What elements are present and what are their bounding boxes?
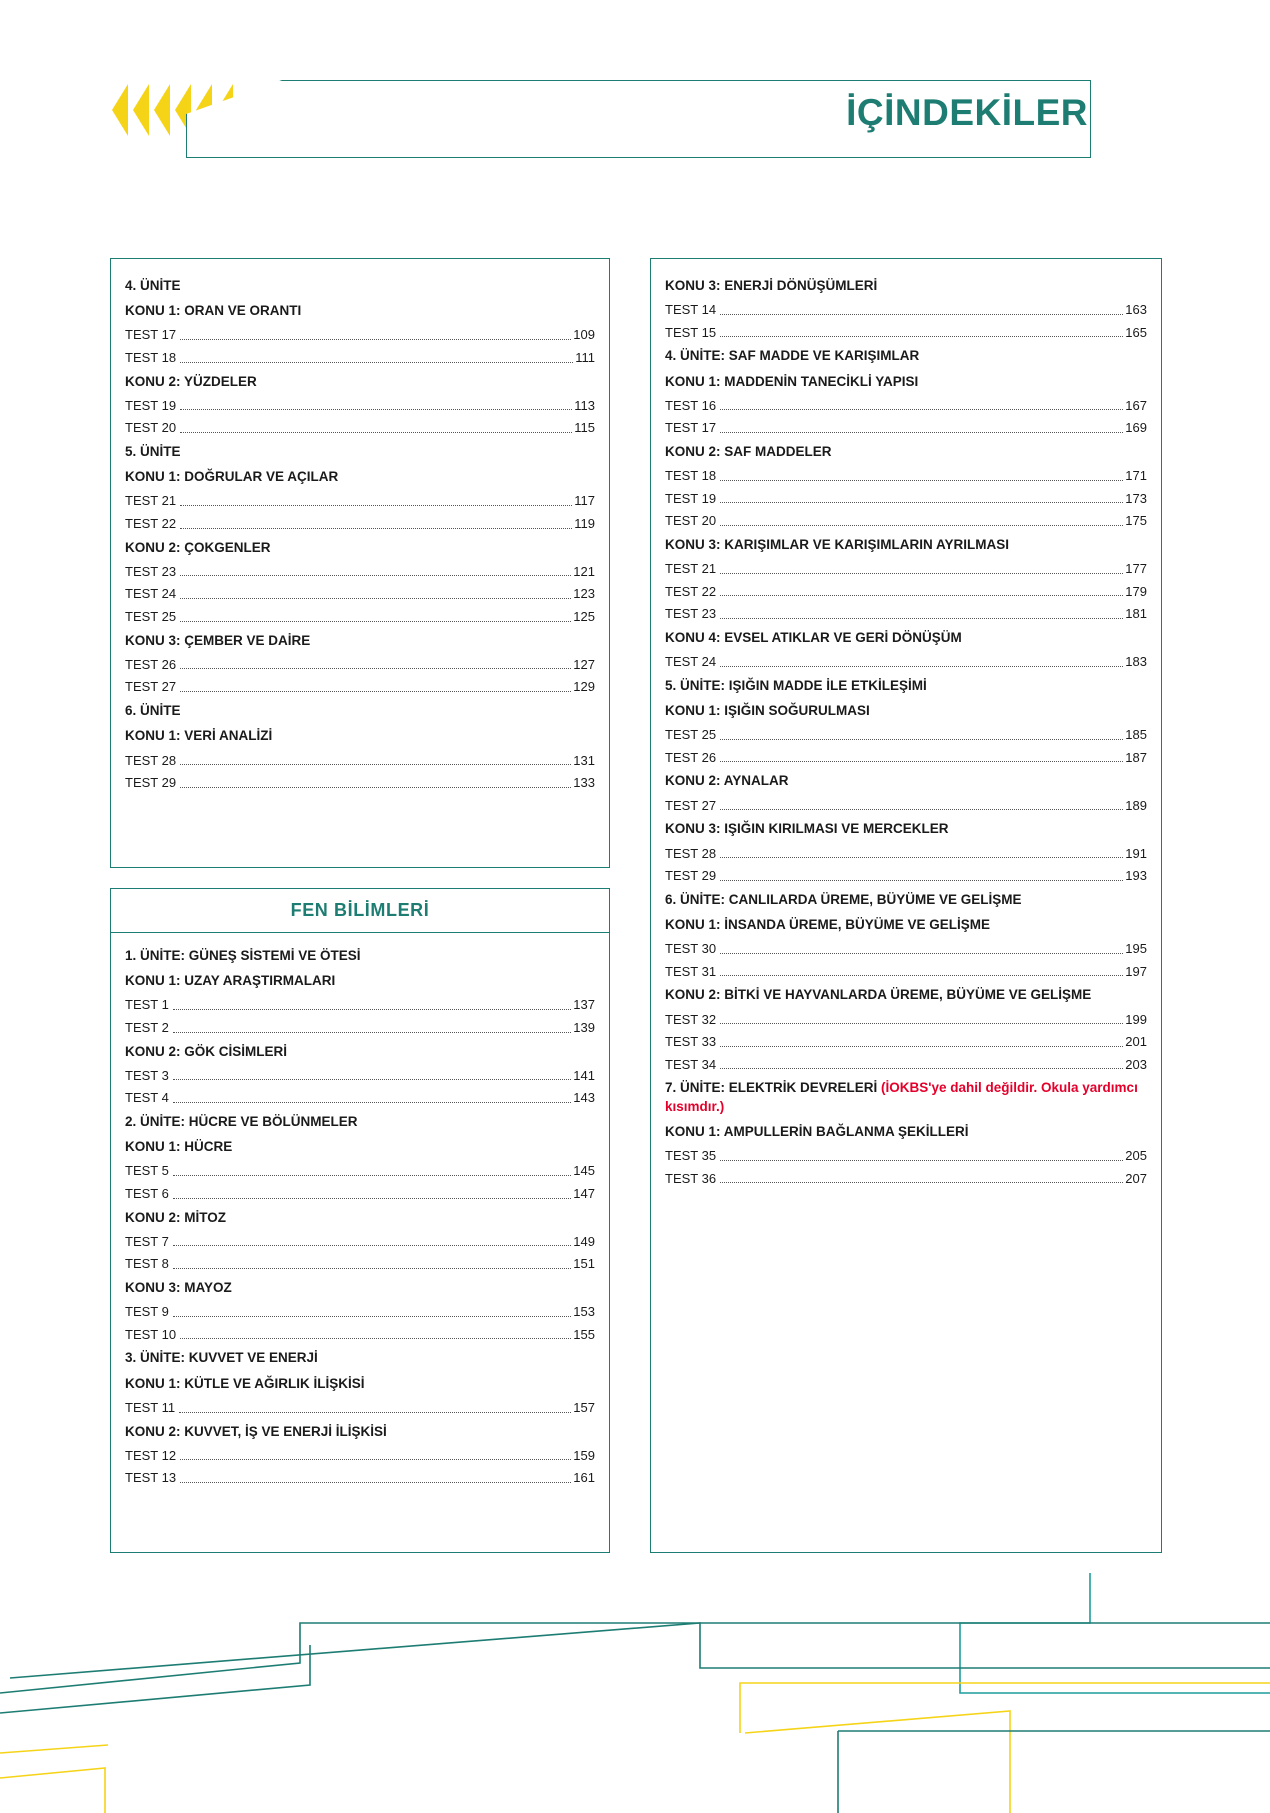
- toc-leader-dots: [173, 1268, 571, 1269]
- toc-entry[interactable]: [125, 1327, 595, 1343]
- toc-entry[interactable]: [125, 997, 595, 1013]
- toc-entry-label: TEST 31: [665, 963, 717, 979]
- toc-entry[interactable]: [125, 1020, 595, 1036]
- toc-entry-label: TEST 34: [665, 1056, 717, 1072]
- toc-entry[interactable]: [125, 1470, 595, 1486]
- toc-list: [125, 277, 595, 791]
- toc-leader-dots: [720, 409, 1123, 410]
- toc-entry-page: 121: [573, 563, 595, 579]
- toc-heading: KONU 1: İNSANDA ÜREME, BÜYÜME VE GELİŞME: [665, 916, 991, 932]
- toc-leader-dots: [720, 953, 1123, 954]
- toc-entry-page: 173: [1125, 490, 1147, 506]
- toc-entry-label: TEST 7: [125, 1233, 169, 1249]
- toc-column-left-bottom: [110, 888, 610, 1553]
- toc-heading: KONU 3: MAYOZ: [125, 1280, 232, 1296]
- toc-entry-label: TEST 29: [665, 868, 717, 884]
- toc-leader-dots: [180, 1338, 571, 1339]
- toc-entry-page: 115: [574, 420, 595, 436]
- toc-leader-dots: [720, 336, 1123, 337]
- toc-leader-dots: [173, 1175, 571, 1176]
- toc-heading: 6. ÜNİTE: CANLILARDA ÜREME, BÜYÜME VE GELİŞME: [665, 891, 1022, 907]
- toc-leader-dots: [180, 528, 572, 529]
- toc-leader-dots: [720, 502, 1123, 503]
- toc-entry-label: TEST 22: [125, 516, 177, 532]
- toc-entry[interactable]: [125, 1234, 595, 1250]
- toc-entry[interactable]: [665, 302, 1147, 318]
- toc-entry-page: 157: [573, 1399, 595, 1415]
- toc-leader-dots: [179, 1412, 571, 1413]
- toc-heading: 4. ÜNİTE: [125, 278, 181, 293]
- toc-heading: KONU 1: KÜTLE VE AĞIRLIK İLİŞKİSİ: [125, 1375, 365, 1391]
- toc-leader-dots: [173, 1009, 571, 1010]
- toc-leader-dots: [720, 525, 1123, 526]
- toc-entry-page: 161: [573, 1470, 595, 1486]
- toc-leader-dots: [720, 1068, 1123, 1069]
- toc-heading: KONU 1: UZAY ARAŞTIRMALARI: [125, 973, 336, 989]
- toc-entry[interactable]: [665, 798, 1147, 814]
- toc-leader-dots: [180, 668, 571, 669]
- toc-entry-label: TEST 24: [125, 586, 177, 602]
- toc-leader-dots: [180, 1482, 571, 1483]
- toc-entry-page: 153: [573, 1304, 595, 1320]
- toc-entry-page: 175: [1125, 513, 1147, 529]
- toc-heading: 6. ÜNİTE: [125, 703, 181, 719]
- toc-entry-page: 111: [575, 350, 595, 366]
- toc-entry-page: 159: [573, 1447, 595, 1463]
- toc-entry-page: 125: [573, 609, 595, 625]
- page-title: İÇİNDEKİLER: [846, 92, 1088, 133]
- toc-entry-page: 207: [1125, 1170, 1147, 1186]
- toc-entry-page: 163: [1125, 302, 1147, 318]
- toc-heading: 3. ÜNİTE: KUVVET VE ENERJİ: [125, 1350, 318, 1366]
- toc-entry-label: TEST 18: [665, 468, 717, 484]
- decorative-lines-svg: [0, 1563, 1270, 1813]
- toc-leader-dots: [720, 1023, 1123, 1024]
- toc-entry-label: TEST 27: [665, 797, 717, 813]
- toc-entry[interactable]: [665, 846, 1147, 862]
- toc-entry[interactable]: [125, 657, 595, 673]
- toc-leader-dots: [720, 975, 1123, 976]
- toc-entry[interactable]: [665, 1012, 1147, 1028]
- toc-entry-page: 167: [1125, 397, 1147, 413]
- toc-entry[interactable]: [665, 1057, 1147, 1073]
- toc-leader-dots: [180, 598, 571, 599]
- toc-entry[interactable]: [665, 561, 1147, 577]
- toc-heading: KONU 2: GÖK CİSİMLERİ: [125, 1043, 288, 1059]
- toc-leader-dots: [720, 432, 1123, 433]
- toc-entry-label: TEST 1: [125, 997, 169, 1013]
- toc-entry-label: TEST 22: [665, 583, 717, 599]
- toc-heading: KONU 2: MİTOZ: [125, 1209, 226, 1225]
- toc-entry-label: TEST 16: [665, 397, 717, 413]
- toc-entry-label: TEST 20: [665, 513, 717, 529]
- toc-entry-label: TEST 35: [665, 1147, 717, 1163]
- toc-entry-label: TEST 9: [125, 1304, 169, 1320]
- toc-heading: 2. ÜNİTE: HÜCRE VE BÖLÜNMELER: [125, 1114, 358, 1130]
- toc-entry-label: TEST 18: [125, 350, 177, 366]
- toc-entry[interactable]: [125, 350, 595, 366]
- toc-entry-page: 205: [1125, 1147, 1147, 1163]
- toc-entry-label: TEST 10: [125, 1326, 177, 1342]
- toc-list: [665, 277, 1147, 1186]
- section-title: FEN BİLİMLERİ: [290, 900, 430, 920]
- toc-heading: KONU 1: VERİ ANALİZİ: [125, 728, 273, 744]
- toc-leader-dots: [720, 314, 1123, 315]
- toc-entry[interactable]: [665, 1171, 1147, 1187]
- toc-leader-dots: [720, 809, 1123, 810]
- chevron-left-icon: [112, 84, 128, 136]
- toc-entry-label: TEST 29: [125, 775, 177, 791]
- toc-entry[interactable]: [125, 1448, 595, 1464]
- toc-leader-dots: [720, 480, 1123, 481]
- toc-entry-page: 139: [573, 1020, 595, 1036]
- toc-entry-label: TEST 36: [665, 1170, 717, 1186]
- toc-leader-dots: [720, 739, 1123, 740]
- toc-entry[interactable]: [665, 727, 1147, 743]
- toc-entry-label: TEST 33: [665, 1034, 717, 1050]
- toc-heading: 5. ÜNİTE: IŞIĞIN MADDE İLE ETKİLEŞİMİ: [665, 677, 927, 693]
- toc-entry-page: 137: [573, 997, 595, 1013]
- toc-leader-dots: [173, 1032, 571, 1033]
- toc-entry-label: TEST 30: [665, 941, 717, 957]
- toc-leader-dots: [180, 432, 572, 433]
- toc-entry[interactable]: [665, 398, 1147, 414]
- toc-entry-label: TEST 26: [125, 656, 177, 672]
- toc-entry-page: 203: [1125, 1056, 1147, 1072]
- toc-entry-page: 113: [574, 397, 595, 413]
- toc-entry[interactable]: [125, 398, 595, 414]
- toc-leader-dots: [180, 575, 571, 576]
- toc-list: [111, 933, 609, 1503]
- toc-leader-dots: [180, 1459, 571, 1460]
- toc-heading: 5. ÜNİTE: [125, 444, 181, 460]
- toc-heading: KONU 2: KUVVET, İŞ VE ENERJİ İLİŞKİSİ: [125, 1423, 387, 1439]
- toc-heading: KONU 4: EVSEL ATIKLAR VE GERİ DÖNÜŞÜM: [665, 630, 962, 646]
- toc-entry-label: TEST 20: [125, 420, 177, 436]
- toc-entry-page: 151: [573, 1256, 595, 1272]
- toc-leader-dots: [180, 691, 571, 692]
- toc-entry[interactable]: [665, 606, 1147, 622]
- toc-entry[interactable]: [125, 1186, 595, 1202]
- toc-entry-label: TEST 21: [665, 561, 717, 577]
- toc-entry[interactable]: [125, 775, 595, 791]
- toc-heading: KONU 2: BİTKİ VE HAYVANLARDA ÜREME, BÜYÜME VE GELİŞME: [665, 987, 1092, 1003]
- toc-entry[interactable]: [125, 493, 595, 509]
- toc-entry-page: 187: [1125, 749, 1147, 765]
- toc-leader-dots: [720, 761, 1123, 762]
- toc-entry[interactable]: [125, 1256, 595, 1272]
- toc-entry-label: TEST 11: [125, 1399, 176, 1415]
- toc-leader-dots: [180, 339, 571, 340]
- toc-entry-label: TEST 6: [125, 1186, 169, 1202]
- toc-leader-dots: [173, 1079, 571, 1080]
- toc-heading: KONU 2: YÜZDELER: [125, 373, 257, 389]
- toc-entry-page: 179: [1125, 583, 1147, 599]
- toc-entry-label: TEST 13: [125, 1470, 177, 1486]
- toc-entry-label: TEST 25: [665, 727, 717, 743]
- toc-entry[interactable]: [665, 491, 1147, 507]
- toc-entry-page: 155: [573, 1326, 595, 1342]
- toc-entry-page: 165: [1125, 324, 1147, 340]
- toc-entry[interactable]: [665, 513, 1147, 529]
- chevron-left-icon: [133, 84, 149, 136]
- toc-entry-page: 171: [1125, 468, 1147, 484]
- toc-entry[interactable]: [665, 750, 1147, 766]
- toc-entry-label: TEST 32: [665, 1011, 717, 1027]
- toc-entry-label: TEST 23: [665, 606, 717, 622]
- toc-entry-label: TEST 28: [125, 752, 177, 768]
- toc-entry-label: TEST 3: [125, 1067, 169, 1083]
- toc-entry[interactable]: [125, 564, 595, 580]
- toc-entry-label: TEST 17: [125, 327, 177, 343]
- toc-entry-page: 177: [1125, 561, 1147, 577]
- toc-leader-dots: [173, 1198, 571, 1199]
- toc-entry-page: 197: [1125, 963, 1147, 979]
- toc-heading: KONU 1: IŞIĞIN SOĞURULMASI: [665, 703, 870, 719]
- toc-entry[interactable]: [665, 468, 1147, 484]
- toc-entry-label: TEST 25: [125, 609, 177, 625]
- toc-entry-label: TEST 23: [125, 563, 177, 579]
- toc-leader-dots: [180, 787, 571, 788]
- toc-entry-page: 169: [1125, 420, 1147, 436]
- toc-heading: KONU 3: ÇEMBER VE DAİRE: [125, 632, 311, 648]
- chevron-left-icon: [154, 84, 170, 136]
- toc-entry-page: 109: [573, 327, 595, 343]
- toc-entry[interactable]: [125, 753, 595, 769]
- toc-entry[interactable]: [665, 1148, 1147, 1164]
- toc-heading: KONU 2: AYNALAR: [665, 773, 789, 789]
- toc-heading: KONU 1: DOĞRULAR VE AÇILAR: [125, 469, 339, 485]
- toc-entry[interactable]: [125, 420, 595, 436]
- toc-leader-dots: [173, 1245, 571, 1246]
- toc-heading: 1. ÜNİTE: GÜNEŞ SİSTEMİ VE ÖTESİ: [125, 948, 361, 963]
- toc-leader-dots: [720, 857, 1123, 858]
- toc-entry[interactable]: [125, 1163, 595, 1179]
- toc-entry-page: 119: [574, 516, 595, 532]
- toc-heading: KONU 3: IŞIĞIN KIRILMASI VE MERCEKLER: [665, 821, 949, 837]
- toc-heading: KONU 2: ÇOKGENLER: [125, 539, 271, 555]
- toc-entry-label: TEST 28: [665, 845, 717, 861]
- toc-heading: 4. ÜNİTE: SAF MADDE VE KARIŞIMLAR: [665, 348, 920, 364]
- toc-leader-dots: [720, 666, 1123, 667]
- toc-entry-label: TEST 4: [125, 1090, 169, 1106]
- toc-heading: KONU 3: ENERJİ DÖNÜŞÜMLERİ: [665, 278, 878, 293]
- toc-heading: KONU 1: HÜCRE: [125, 1139, 233, 1155]
- toc-entry[interactable]: [125, 1304, 595, 1320]
- toc-column-right: [650, 258, 1162, 1553]
- section-header: [111, 889, 609, 933]
- toc-heading: [665, 1079, 1147, 1115]
- toc-entry-page: 183: [1125, 654, 1147, 670]
- toc-entry[interactable]: [125, 1400, 595, 1416]
- toc-entry-label: TEST 12: [125, 1447, 177, 1463]
- page-header: [0, 72, 1270, 182]
- toc-entry-page: 193: [1125, 868, 1147, 884]
- toc-leader-dots: [180, 764, 571, 765]
- toc-leader-dots: [180, 505, 572, 506]
- toc-entry[interactable]: [665, 654, 1147, 670]
- toc-heading: KONU 1: MADDENİN TANECİKLİ YAPISI: [665, 373, 919, 389]
- toc-entry[interactable]: [125, 327, 595, 343]
- toc-leader-dots: [180, 409, 572, 410]
- toc-entry-label: TEST 15: [665, 324, 717, 340]
- toc-heading-text: 7. ÜNİTE: ELEKTRİK DEVRELERİ: [665, 1080, 882, 1096]
- toc-entry[interactable]: [125, 1090, 595, 1106]
- toc-entry-page: 143: [573, 1090, 595, 1106]
- toc-entry-label: TEST 24: [665, 654, 717, 670]
- toc-heading: KONU 2: SAF MADDELER: [665, 444, 832, 460]
- toc-entry-label: TEST 19: [125, 397, 177, 413]
- toc-entry-page: 199: [1125, 1011, 1147, 1027]
- toc-entry[interactable]: [125, 679, 595, 695]
- toc-leader-dots: [720, 573, 1123, 574]
- toc-entry-page: 127: [573, 656, 595, 672]
- toc-leader-dots: [720, 880, 1123, 881]
- toc-entry-label: TEST 2: [125, 1020, 169, 1036]
- toc-entry[interactable]: [665, 325, 1147, 341]
- toc-leader-dots: [180, 362, 573, 363]
- toc-entry-page: 131: [573, 752, 595, 768]
- toc-heading-note: (İOKBS'ye dahil değildir. Okula yardımcı kısımdır.): [665, 1080, 1138, 1114]
- toc-entry-label: TEST 14: [665, 302, 717, 318]
- toc-leader-dots: [720, 595, 1123, 596]
- toc-entry-page: 201: [1125, 1034, 1147, 1050]
- toc-entry-page: 129: [573, 679, 595, 695]
- toc-entry-page: 189: [1125, 797, 1147, 813]
- toc-entry[interactable]: [665, 941, 1147, 957]
- toc-entry-label: TEST 17: [665, 420, 717, 436]
- toc-entry[interactable]: [125, 516, 595, 532]
- toc-leader-dots: [173, 1102, 571, 1103]
- toc-entry-label: TEST 19: [665, 490, 717, 506]
- toc-entry-page: 123: [573, 586, 595, 602]
- toc-entry[interactable]: [125, 586, 595, 602]
- toc-entry[interactable]: [665, 964, 1147, 980]
- toc-entry-page: 185: [1125, 727, 1147, 743]
- toc-leader-dots: [720, 1046, 1123, 1047]
- toc-heading: KONU 3: KARIŞIMLAR VE KARIŞIMLARIN AYRILMASI: [665, 537, 1010, 553]
- toc-leader-dots: [180, 621, 571, 622]
- toc-entry-page: 141: [573, 1067, 595, 1083]
- toc-entry-page: 147: [573, 1186, 595, 1202]
- toc-entry[interactable]: [665, 584, 1147, 600]
- toc-heading: KONU 1: AMPULLERİN BAĞLANMA ŞEKİLLERİ: [665, 1123, 969, 1139]
- toc-leader-dots: [720, 1160, 1123, 1161]
- toc-entry-label: TEST 5: [125, 1163, 169, 1179]
- toc-entry[interactable]: [665, 868, 1147, 884]
- toc-entry[interactable]: [665, 420, 1147, 436]
- toc-entry[interactable]: [125, 609, 595, 625]
- toc-leader-dots: [173, 1316, 571, 1317]
- toc-entry-label: TEST 8: [125, 1256, 169, 1272]
- toc-column-left-top: [110, 258, 610, 868]
- toc-entry-page: 133: [573, 775, 595, 791]
- toc-entry-page: 195: [1125, 941, 1147, 957]
- toc-entry[interactable]: [125, 1068, 595, 1084]
- toc-leader-dots: [720, 618, 1123, 619]
- toc-entry-page: 117: [574, 493, 595, 509]
- toc-entry-page: 191: [1125, 845, 1147, 861]
- toc-entry-page: 149: [573, 1233, 595, 1249]
- toc-entry-label: TEST 27: [125, 679, 177, 695]
- toc-leader-dots: [720, 1182, 1123, 1183]
- toc-entry-label: TEST 21: [125, 493, 177, 509]
- toc-entry-page: 145: [573, 1163, 595, 1179]
- toc-entry-label: TEST 26: [665, 749, 717, 765]
- toc-entry-page: 181: [1125, 606, 1147, 622]
- toc-entry[interactable]: [665, 1034, 1147, 1050]
- toc-heading: KONU 1: ORAN VE ORANTI: [125, 303, 302, 319]
